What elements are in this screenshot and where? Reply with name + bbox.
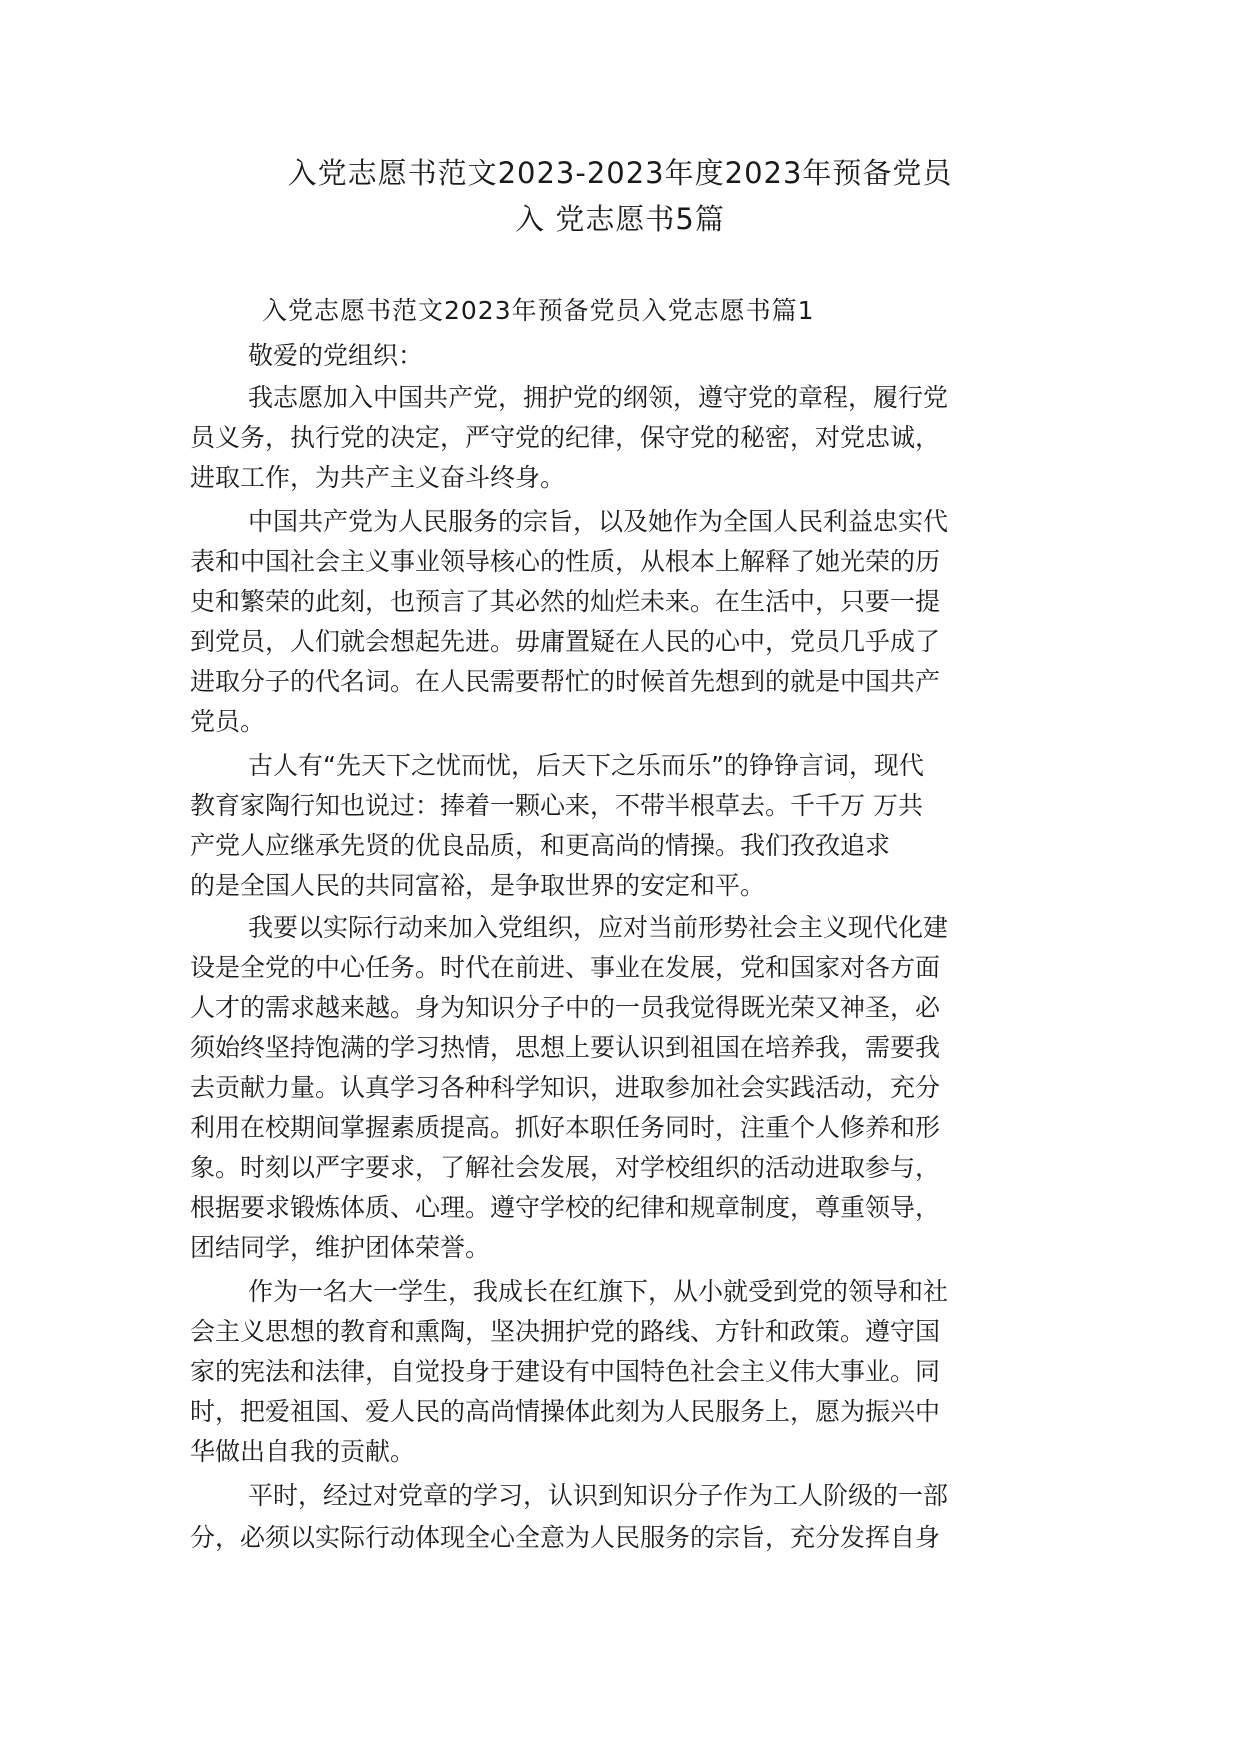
paragraph-line: 利用在校期间掌握素质提高。抓好本职任务同时，注重个人修养和形 — [190, 1113, 941, 1142]
document-title-line-1: 入党志愿书范文2023-2023年度2023年预备党员 — [287, 156, 953, 190]
paragraph-1 — [190, 378, 1060, 498]
paragraph-line: 党员。 — [190, 707, 266, 736]
section-heading: 入党志愿书范文2023年预备党员入党志愿书篇1 — [262, 296, 815, 325]
paragraph-3 — [190, 746, 1060, 906]
paragraph-line: 史和繁荣的此刻，也预言了其必然的灿烂未来。在生活中，只要一提 — [190, 587, 941, 616]
paragraph-line: 设是全党的中心任务。时代在前进、事业在发展，党和国家对各方面 — [190, 953, 941, 982]
paragraph-6 — [190, 1476, 1060, 1558]
paragraph-line: 表和中国社会主义事业领导核心的性质，从根本上解释了她光荣的历 — [190, 547, 941, 576]
paragraph-line: 时，把爱祖国、爱人民的高尚情操体此刻为人民服务上，愿为振兴中 — [190, 1397, 941, 1426]
paragraph-line: 古人有“先天下之忧而忧，后天下之乐而乐”的铮铮言词，现代 — [248, 751, 924, 780]
paragraph-line: 的是全国人民的共同富裕，是争取世界的安定和平。 — [190, 871, 766, 900]
paragraph-line: 进取工作，为共产主义奋斗终身。 — [190, 463, 566, 492]
paragraph-line: 作为一名大一学生，我成长在红旗下，从小就受到党的领导和社 — [248, 1277, 949, 1306]
paragraph-5 — [190, 1272, 1060, 1472]
paragraph-line: 员义务，执行党的决定，严守党的纪律，保守党的秘密，对党忠诚， — [190, 423, 941, 452]
paragraph-line: 到党员，人们就会想起先进。毋庸置疑在人民的心中，党员几乎成了 — [190, 627, 941, 656]
paragraph-2 — [190, 502, 1060, 742]
paragraph-line: 会主义思想的教育和熏陶，坚决拥护党的路线、方针和政策。遵守国 — [190, 1317, 941, 1346]
paragraph-line: 进取分子的代名词。在人民需要帮忙的时候首先想到的就是中国共产 — [190, 667, 941, 696]
paragraph-4 — [190, 908, 1060, 1268]
document-title-line-2: 入 党志愿书5篇 — [515, 202, 725, 236]
paragraph-line: 中国共产党为人民服务的宗旨，以及她作为全国人民利益忠实代 — [248, 507, 949, 536]
paragraph-line: 我志愿加入中国共产党，拥护党的纲领，遵守党的章程，履行党 — [248, 383, 949, 412]
paragraph-line: 去贡献力量。认真学习各种科学知识，进取参加社会实践活动，充分 — [190, 1073, 941, 1102]
paragraph-line: 团结同学，维护团体荣誉。 — [190, 1233, 491, 1262]
paragraph-line: 产党人应继承先贤的优良品质，和更高尚的情操。我们孜孜追求 — [190, 831, 891, 860]
paragraph-line: 我要以实际行动来加入党组织，应对当前形势社会主义现代化建 — [248, 913, 949, 942]
paragraph-line: 根据要求锻炼体质、心理。遵守学校的纪律和规章制度，尊重领导， — [190, 1193, 941, 1222]
paragraph-line: 华做出自我的贡献。 — [190, 1437, 416, 1466]
paragraph-line: 平时，经过对党章的学习，认识到知识分子作为工人阶级的一部 — [248, 1481, 949, 1510]
paragraph-line: 分，必须以实际行动体现全心全意为人民服务的宗旨，充分发挥自身 — [190, 1523, 941, 1552]
paragraph-line: 须始终坚持饱满的学习热情，思想上要认识到祖国在培养我，需要我 — [190, 1033, 941, 1062]
paragraph-line: 教育家陶行知也说过：捧着一颗心来，不带半根草去。千千万 万共 — [190, 791, 923, 820]
paragraph-line: 人才的需求越来越。身为知识分子中的一员我觉得既光荣又神圣，必 — [190, 993, 941, 1022]
paragraph-line: 家的宪法和法律，自觉投身于建设有中国特色社会主义伟大事业。同 — [190, 1357, 941, 1386]
paragraph-line: 象。时刻以严字要求，了解社会发展，对学校组织的活动进取参与， — [190, 1153, 941, 1182]
salutation: 敬爱的党组织： — [248, 341, 424, 370]
